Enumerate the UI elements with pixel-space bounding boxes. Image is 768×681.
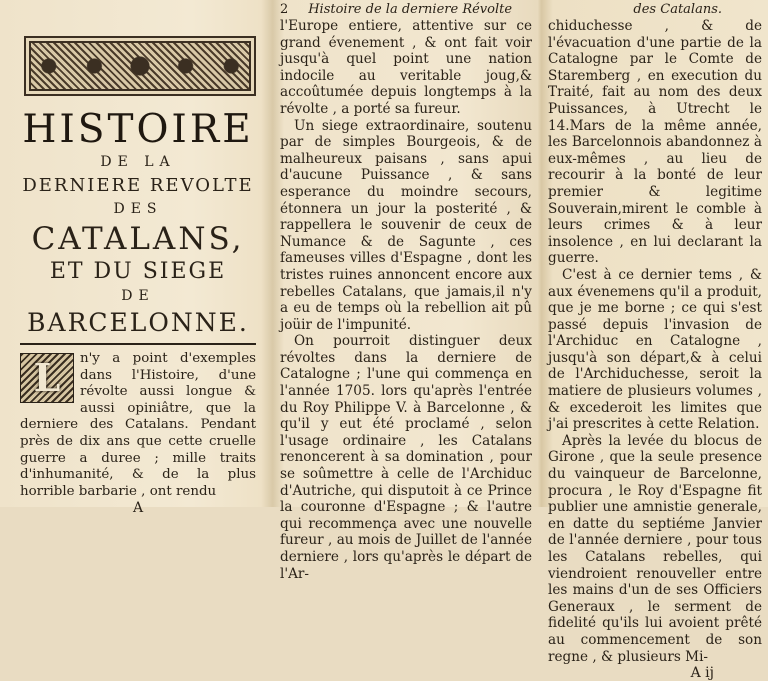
title-rule [20, 343, 256, 345]
title-derniere-revolte: DERNIERE REVOLTE [22, 175, 254, 197]
paragraph: Après la levée du blocus de Girone , que la seule presence du vainqueur de Barcelonne, procura , le Roy d'Espagne fit publier une amnistie generale, en datte du septiéme Janvier de l'année derniere , pour tous les Catalans rebelles, qui viendroient renouveller entre les mains d'un de ses Officiers Generaux , le serment de fidelité qu'ils lui avoient prêté au commencement de son regne , & plusieurs Mi- [548, 432, 762, 665]
running-head-title: Histoire de la derniere Révolte [308, 2, 513, 17]
running-head-title: des Catalans. [633, 2, 722, 17]
page-3-text [548, 18, 762, 665]
page-2 [272, 0, 538, 582]
paragraph: C'est à ce dernier tems , & aux évenemens qu'il a produit, que je me borne ; ce qui s'est passé depuis l'invasion de l'Archiduc en Catalogne , jusqu'à son départ,& à celui de l'Archiduchesse, seroit la matiere de plusieurs volumes , & excederoit les limites que j'ai prescrites à cette Relation. [548, 266, 762, 433]
title-et-du-siege: ET DU SIEGE [49, 258, 227, 284]
running-head [280, 0, 532, 18]
opening-text: n'y a point d'exemples dans l'Histoire, d'une révolte aussi longue & aussi opiniâtre, que la derniere des Catalans. Pendant près de dix ans que cette cruelle guerre a duree ; mille traits d'inhumanité, & de la plus horrible barbarie , ont rendu [20, 350, 256, 499]
title-barcelonne: BARCELONNE. [27, 307, 249, 337]
signature-mark: A ij [690, 665, 714, 681]
title-page [0, 0, 270, 517]
paragraph: On pourroit distinguer deux révoltes dans la derniere de Catalogne ; l'une qui commença en l'année 1705. lors qu'après l'entrée du Roy Philippe V. à Barcelonne , & qu'il y eut été proclamé , selon l'usage ordinaire , les Catalans renoncerent à sa domination , pour se soûmettre à celle de l'Archiduc d'Autriche, qui disputoit à ce Prince la couronne d'Espagne ; & l'autre qui recommença avec une nouvelle fureur , au mois de Juillet de l'année derniere , lors qu'après le départ de l'Ar- [280, 333, 532, 582]
paragraph: chiduchesse , & de l'évacuation d'une partie de la Catalogne par le Comte de Staremberg , en execution du Traité, fait au nom des deux Puissances, à Utrecht le 14.Mars de la même année, les Barcelonnois abandonnez à eux-mêmes , au lieu de recourir à la bonté de leur premier & legitime Souverain,mirent le comble à leurs crimes & à leur insolence , en lui declarant la guerre. [548, 18, 762, 267]
signature-mark: A [132, 500, 144, 517]
title-de: DE [121, 287, 155, 304]
title-de-la: DE LA [100, 154, 176, 170]
page-3 [542, 0, 768, 681]
title-catalans: CATALANS, [31, 220, 245, 257]
floral-ornament-headpiece [24, 36, 256, 96]
drop-cap-ornament [20, 353, 74, 403]
paragraph: Un siege extraordinaire, soutenu par de simples Bourgeois, & de malheureux paisans , sans apui d'aucune Puissance , & sans esperance du moindre secours, étonnera un jour la posterité , & rappellera le souvenir de ceux de Numance & de Sagunte , ces fameuses villes d'Espagne , dont les tristes ruines annoncent encore aux rebelles Catalans, que jamais,il n'y a eu de temps où la rebellion ait pû joüir de l'impunité. [280, 117, 532, 333]
page-2-text [280, 18, 532, 582]
drop-cap-letter: L [33, 354, 61, 400]
title-histoire: HISTOIRE [22, 107, 254, 152]
paragraph: l'Europe entiere, attentive sur ce grand évenement , & ont fait voir jusqu'à quel point une nation indocile au veritable joug,& accoûtumée depuis longtemps à la révolte , a porté sa fureur. [280, 18, 532, 117]
title-des: DES [113, 201, 163, 218]
running-head [548, 0, 762, 18]
page-number: 2 [280, 2, 289, 17]
opening-paragraph [20, 351, 256, 500]
